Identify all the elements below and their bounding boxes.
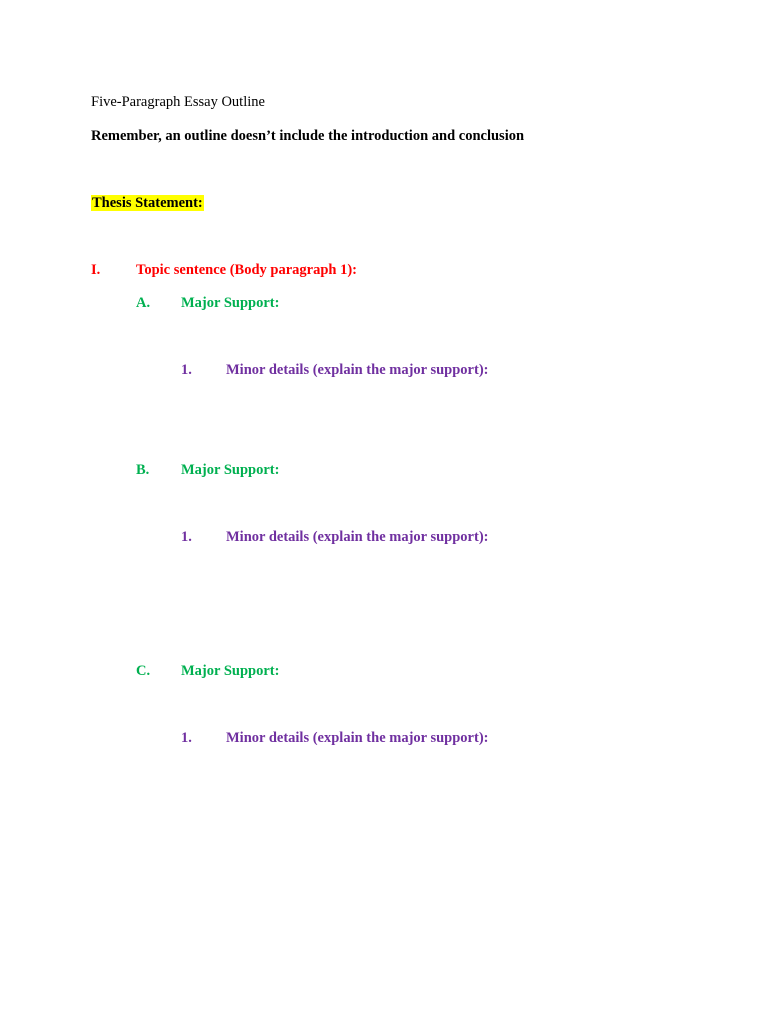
support-a-marker: A.: [136, 295, 151, 311]
support-b-label: Major Support:: [181, 462, 280, 478]
support-b-marker: B.: [136, 462, 150, 478]
support-b-detail-label: Minor details (explain the major support):: [226, 529, 489, 545]
support-b-detail-marker: 1.: [181, 529, 192, 545]
support-a-detail-label: Minor details (explain the major support):: [226, 362, 489, 378]
thesis-label: Thesis Statement:: [92, 195, 203, 211]
topic-sentence-label: Topic sentence (Body paragraph 1):: [136, 262, 357, 278]
thesis-statement: [91, 194, 204, 212]
support-a-label: Major Support:: [181, 295, 280, 311]
outline-note: Remember, an outline doesn’t include the introduction and conclusion: [91, 128, 525, 144]
support-c-detail-marker: 1.: [181, 730, 192, 746]
support-c-detail-label: Minor details (explain the major support):: [226, 730, 489, 746]
support-c-marker: C.: [136, 663, 151, 679]
document-title: Five-Paragraph Essay Outline: [91, 94, 265, 110]
section-marker: I.: [91, 262, 101, 278]
support-c-label: Major Support:: [181, 663, 280, 679]
support-a-detail-marker: 1.: [181, 362, 192, 378]
